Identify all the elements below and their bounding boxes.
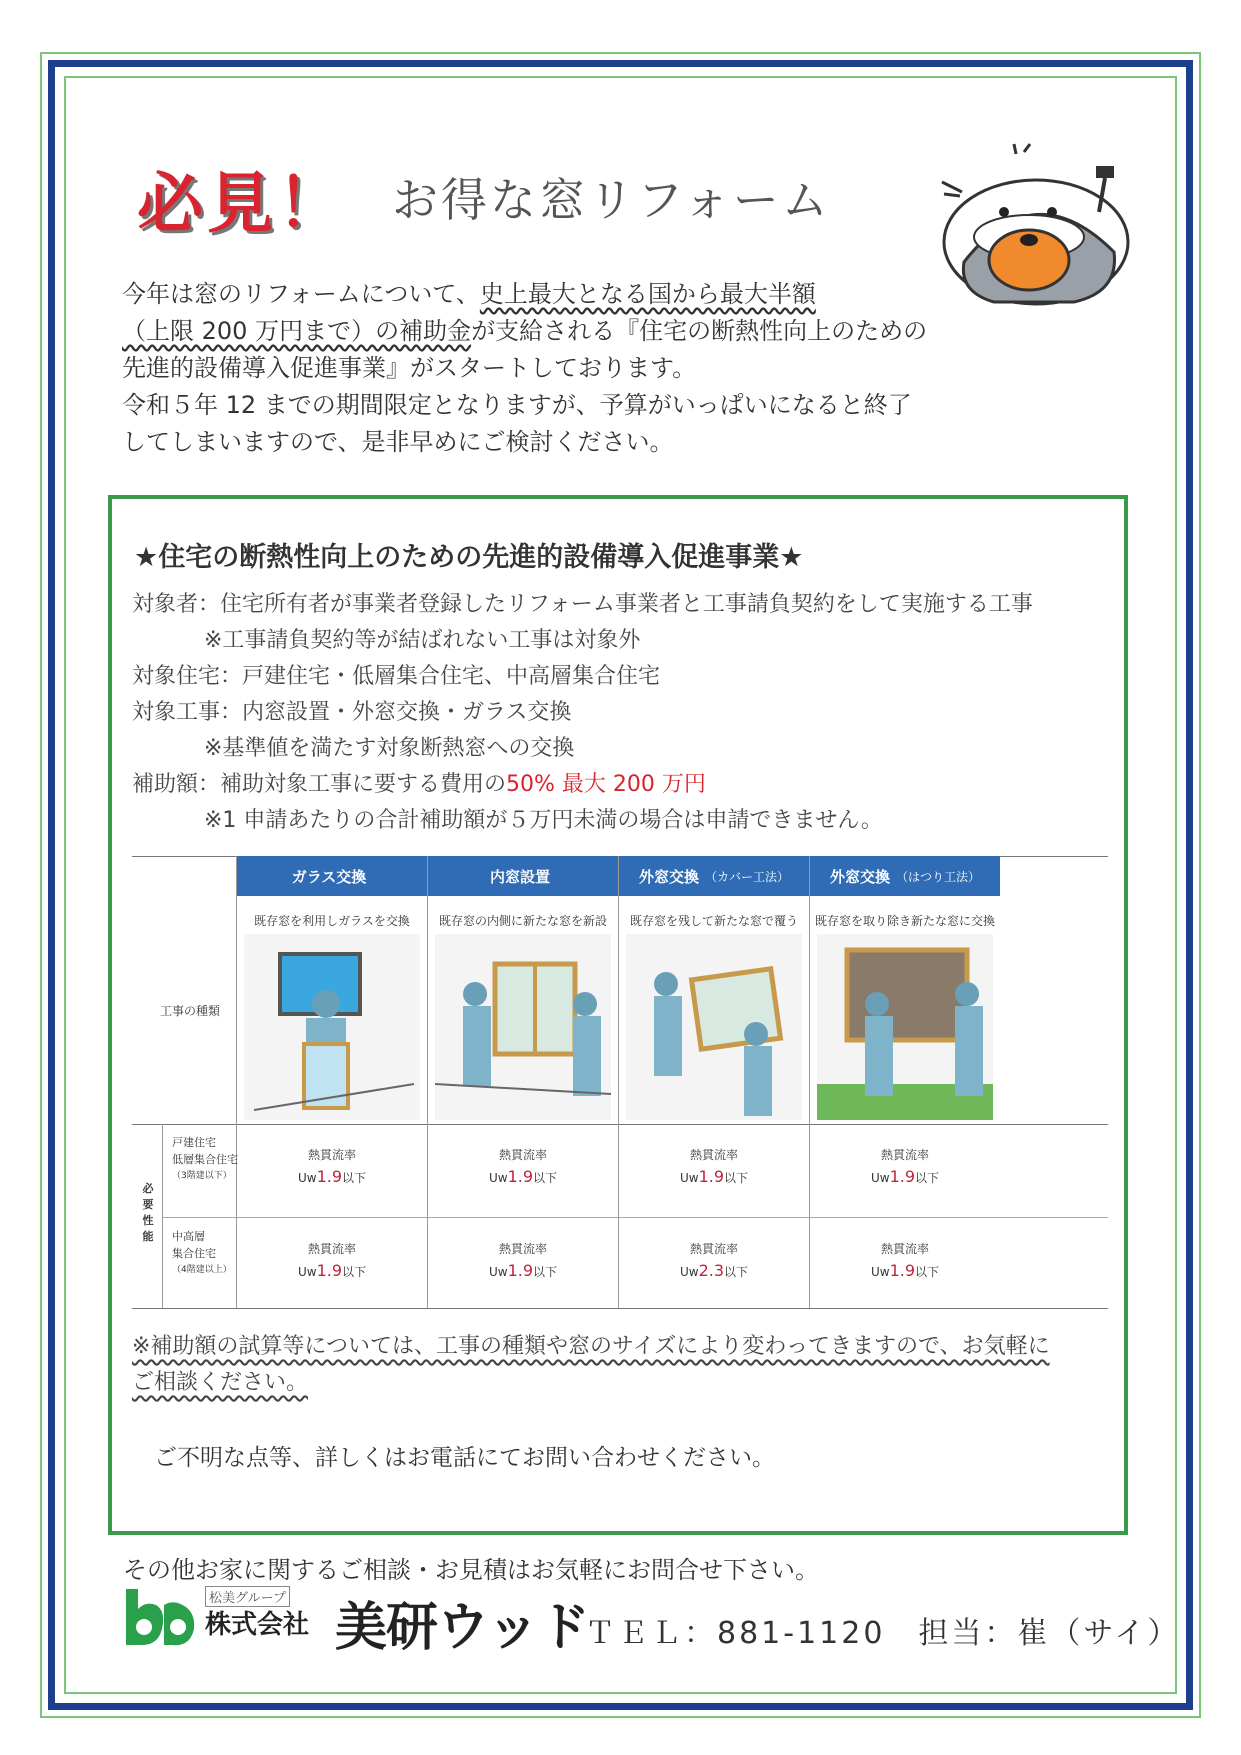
cell-value [237, 1144, 427, 1189]
uw-prefix: Uw [488, 1265, 508, 1279]
work-note: ※基準値を満たす対象断熱窓への交換 [204, 736, 575, 761]
col-glass [237, 856, 427, 896]
note-line2: ご相談ください。 [132, 1370, 309, 1395]
metric-label: 熱貫流率 [498, 1148, 547, 1162]
hatsuri-window-illustration-icon [817, 934, 993, 1120]
row-label-lowrise [172, 1134, 238, 1185]
target-value: 住宅所有者が事業者登録したリフォーム事業者と工事請負契約をして実施する工事 [220, 592, 1033, 617]
uw-value: 1.9 [507, 1261, 534, 1280]
company-type: 株式会社 [205, 1610, 310, 1640]
house-value: 戸建住宅・低層集合住宅、中高層集合住宅 [242, 664, 661, 689]
table-mid-line [132, 1124, 1108, 1125]
col-title-small: （カバー工法） [705, 869, 790, 884]
target-row [132, 587, 1033, 618]
col-cover [619, 856, 809, 896]
row-label-line: 中高層 [172, 1230, 205, 1243]
row-label-highrise [172, 1228, 232, 1279]
uw-suffix: 以下 [533, 1171, 558, 1185]
metric-label: 熱貫流率 [689, 1148, 738, 1162]
metric-label: 熱貫流率 [880, 1148, 929, 1162]
uw-value: 2.3 [698, 1261, 725, 1280]
note-line1: ※補助額の試算等については、工事の種類や窓のサイズにより変わってきますので、お気軽に [132, 1334, 1050, 1359]
row-label-line: 集合住宅 [172, 1247, 216, 1260]
cell-value [810, 1238, 1000, 1283]
col-title: 外窓交換 [829, 867, 890, 886]
title-hikken: 必見！ [137, 165, 347, 242]
intro-line2-post: が支給される『住宅の断熱性向上のための [471, 317, 928, 345]
title-subtitle: お得な窓リフォーム [392, 173, 831, 227]
contact-note: ご不明な点等、詳しくはお電話にてお問い合わせください。 [154, 1445, 775, 1471]
col-desc: 既存窓を利用しガラスを交換 [254, 914, 410, 928]
inner-window-illustration-icon [435, 934, 611, 1120]
table-bottom-line [132, 1308, 1108, 1309]
amount-label: 補助額： [132, 772, 221, 797]
company-name: 美研ウッド [335, 1598, 589, 1658]
cell-value [810, 1144, 1000, 1189]
uw-value: 1.9 [316, 1261, 343, 1280]
uw-suffix: 以下 [342, 1171, 367, 1185]
house-label: 対象住宅： [132, 664, 243, 689]
company-logo-icon [120, 1585, 200, 1649]
amount-value: 補助対象工事に要する費用の [220, 772, 507, 797]
table-vline-0 [162, 1124, 163, 1308]
uw-prefix: Uw [297, 1171, 317, 1185]
intro-line3: 先進的設備導入促進事業』がスタートしております。 [122, 354, 697, 382]
intro-line1-pre: 今年は窓のリフォームについて、 [122, 280, 480, 308]
uw-prefix: Uw [870, 1171, 890, 1185]
cell-value [428, 1144, 618, 1189]
uw-value: 1.9 [316, 1167, 343, 1186]
target-label: 対象者： [132, 592, 221, 617]
uw-suffix: 以下 [724, 1265, 749, 1279]
uw-value: 1.9 [698, 1167, 725, 1186]
uw-prefix: Uw [870, 1265, 890, 1279]
intro-text [122, 276, 1002, 461]
uw-suffix: 以下 [533, 1265, 558, 1279]
program-box [108, 495, 1128, 1535]
intro-line5: してしまいますので、是非早めにご検討ください。 [122, 428, 674, 456]
col-title: ガラス交換 [291, 867, 367, 886]
col-desc: 既存窓の内側に新たな窓を新設 [438, 914, 607, 928]
intro-line4: 令和５年 12 までの期間限定となりますが、予算がいっぱいになると終了 [122, 391, 912, 419]
metric-label: 熱貫流率 [307, 1148, 356, 1162]
cell-value [619, 1238, 809, 1283]
work-label: 対象工事： [132, 700, 243, 725]
kind-label: 工事の種類 [160, 1004, 221, 1018]
intro-line1-underline: 史上最大となる国から最大半額 [479, 280, 816, 308]
program-title: ★住宅の断熱性向上のための先進的設備導入促進事業★ [134, 542, 804, 573]
perf-label: 必要性能 [142, 1182, 154, 1243]
glass-replace-illustration-icon [244, 934, 420, 1120]
metric-label: 熱貫流率 [307, 1242, 356, 1256]
window-type-table [132, 856, 1108, 1309]
metric-label: 熱貫流率 [880, 1242, 929, 1256]
col-inner [428, 856, 618, 896]
metric-label: 熱貫流率 [689, 1242, 738, 1256]
house-row [132, 659, 660, 690]
row-label-note: （3階建以下） [172, 1171, 232, 1181]
uw-suffix: 以下 [342, 1265, 367, 1279]
uw-prefix: Uw [297, 1265, 317, 1279]
row-label-note: （4階建以上） [172, 1265, 232, 1275]
col-desc: 既存窓を残して新たな窓で覆う [629, 914, 798, 928]
amount-row [132, 767, 706, 798]
cell-value [619, 1144, 809, 1189]
work-value: 内窓設置・外窓交換・ガラス交換 [242, 700, 572, 725]
uw-suffix: 以下 [915, 1265, 940, 1279]
uw-prefix: Uw [679, 1171, 699, 1185]
col-title: 外窓交換 [638, 867, 699, 886]
uw-prefix: Uw [488, 1171, 508, 1185]
uw-suffix: 以下 [915, 1171, 940, 1185]
uw-value: 1.9 [889, 1261, 916, 1280]
cell-value [428, 1238, 618, 1283]
uw-value: 1.9 [507, 1167, 534, 1186]
cell-value [237, 1238, 427, 1283]
work-row [132, 695, 571, 726]
uw-suffix: 以下 [724, 1171, 749, 1185]
table-row-line [162, 1217, 1108, 1218]
metric-label: 熱貫流率 [498, 1242, 547, 1256]
row-label-line: 戸建住宅 [172, 1136, 216, 1149]
uw-value: 1.9 [889, 1167, 916, 1186]
col-title-small: （はつり工法） [896, 869, 981, 884]
amount-note: ※1 申請あたりの合計補助額が５万円未満の場合は申請できません。 [204, 808, 883, 833]
amount-highlight: 50% 最大 200 万円 [506, 772, 706, 797]
tel-contact: ＴＥＬ：881-1120 担当：崔（サイ） [585, 1616, 1181, 1651]
uw-prefix: Uw [679, 1265, 699, 1279]
cover-window-illustration-icon [626, 934, 802, 1120]
row-label-line: 低層集合住宅 [172, 1153, 238, 1166]
company-group: 松美グループ [205, 1586, 290, 1607]
footer-message: その他お家に関するご相談・お見積はお気軽にお問合せ下さい。 [123, 1556, 819, 1584]
intro-line2-underline: （上限 200 万円まで）の補助金 [122, 317, 472, 345]
estimate-note [132, 1329, 1112, 1401]
col-title: 内窓設置 [489, 867, 550, 886]
target-note: ※工事請負契約等が結ばれない工事は対象外 [204, 628, 641, 653]
col-hatsuri [810, 856, 1000, 896]
col-desc: 既存窓を取り除き新たな窓に交換 [814, 914, 995, 928]
